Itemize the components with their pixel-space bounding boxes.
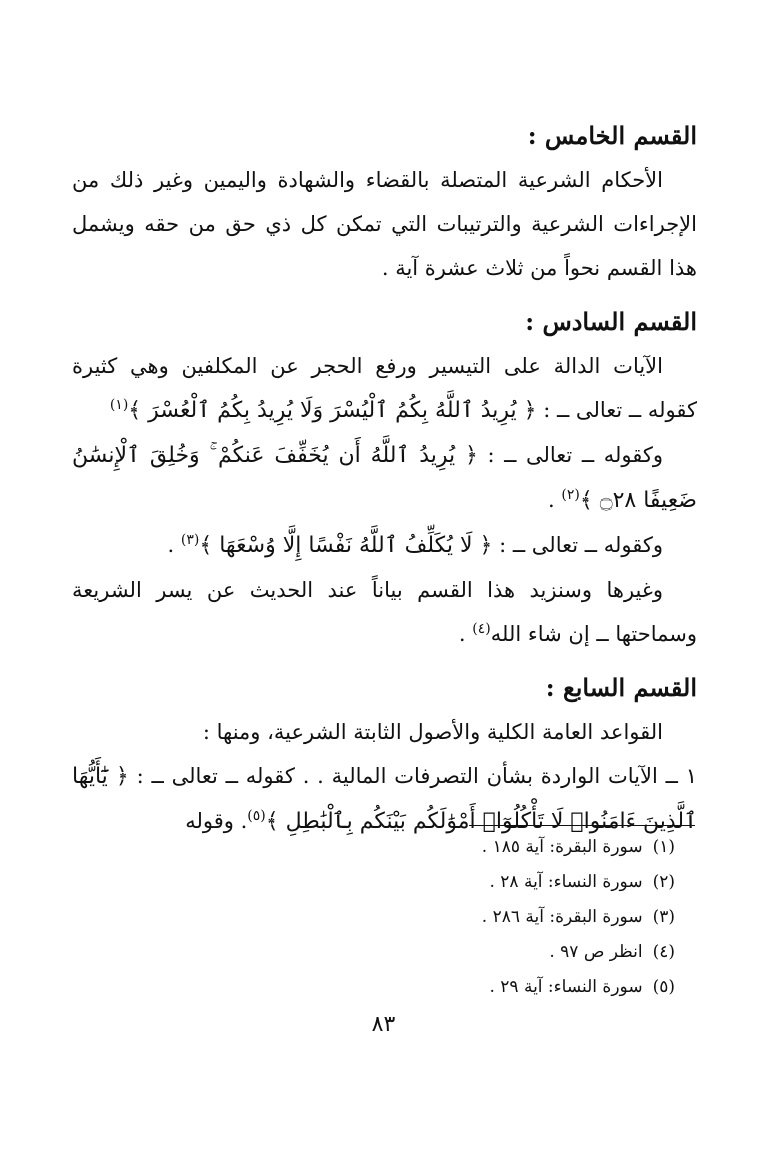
- paragraph-end: .: [167, 533, 181, 557]
- footnote-number: (٥): [652, 977, 675, 997]
- quran-verse: ﴿ يُرِيدُ ٱللَّهُ بِكُمُ ٱلْيُسْرَ وَلَا يُرِيدُ بِكُمُ ٱلْعُسْرَ ﴾: [128, 398, 537, 423]
- footnote-text: سورة البقرة: آية ٢٨٦ .: [481, 907, 643, 927]
- footnote-item: [375, 865, 675, 900]
- paragraph-text: وكقوله ــ تعالى ــ :: [492, 533, 663, 557]
- quran-verse: ﴿ لَا يُكَلِّفُ ٱللَّهُ نَفْسًا إِلَّا وُسْعَهَا ﴾: [199, 533, 493, 558]
- section-six-paragraph-1: [72, 344, 697, 433]
- footnote-text: سورة النساء: آية ٢٩ .: [489, 977, 643, 997]
- paragraph-end: .: [547, 488, 562, 512]
- footnote-number: (١): [652, 837, 675, 857]
- section-six-paragraph-4: [72, 568, 697, 656]
- quran-verse: ﴿ يَٰٓأَيُّهَا ٱلَّذِينَ ءَامَنُوا۟ لَا تَأْكُلُوٓا۟ أَمْوَٰلَكُم بَيْنَكُم بِٱلْبَٰطِلِ ﴾: [72, 764, 697, 834]
- footnote-item: [375, 935, 675, 970]
- paragraph-text: وغيرها وسنزيد هذا القسم بياناً عند الحديث عن يسر الشريعة وسماحتها ــ إن شاء الله: [72, 578, 697, 646]
- footnote-text: سورة البقرة: آية ١٨٥ .: [481, 837, 643, 857]
- footnote-number: (٢): [652, 872, 675, 892]
- page-number: ٨٣: [371, 1012, 396, 1037]
- footnotes: [375, 830, 675, 1005]
- paragraph-text: وكقوله ــ تعالى ــ :: [477, 443, 663, 467]
- footnote-divider: [469, 825, 695, 826]
- page-body: [72, 118, 697, 844]
- paragraph-end: .: [458, 622, 473, 646]
- paragraph-text: الآيات الدالة على التيسير ورفع الحجر عن المكلفين وهي كثيرة كقوله ــ تعالى ــ :: [72, 354, 697, 422]
- section-five-heading: القسم الخامس :: [527, 121, 697, 150]
- footnote-number: (٣): [652, 907, 675, 927]
- footnote-text: سورة النساء: آية ٢٨ .: [489, 872, 643, 892]
- paragraph-end: . وقوله: [185, 809, 248, 833]
- footnote-ref-1: (١): [109, 397, 129, 413]
- section-six-heading: القسم السادس :: [525, 307, 697, 336]
- footnote-ref-5: (٥): [247, 808, 266, 824]
- footnote-text: انظر ص ٩٧ .: [549, 942, 643, 962]
- section-six-paragraph-2: [72, 433, 697, 523]
- section-seven-heading: القسم السابع :: [545, 673, 697, 702]
- section-seven-paragraph-1: القواعد العامة الكلية والأصول الثابتة الشرعية، ومنها :: [202, 720, 663, 744]
- footnote-ref-3: (٣): [180, 532, 200, 548]
- quran-verse: ﴿ يُرِيدُ ٱللَّهُ أَن يُخَفِّفَ عَنكُمْ ۚ وَخُلِقَ ٱلْإِنسَٰنُ ضَعِيفًا ۝٢٨ ﴾: [72, 443, 697, 513]
- footnote-item: [375, 900, 675, 935]
- footnote-ref-4: (٤): [472, 621, 491, 637]
- footnote-item: [375, 830, 675, 865]
- section-five-paragraph: الأحكام الشرعية المتصلة بالقضاء والشهادة واليمين وغير ذلك من الإجراءات الشرعية والترتيبات التي تمكن كل ذي حق من حقه ويشمل هذا القسم نحواً من ثلاث عشرة آية .: [72, 168, 697, 280]
- section-six-paragraph-3: [72, 523, 697, 568]
- footnote-ref-2: (٢): [561, 487, 580, 503]
- footnote-number: (٤): [652, 942, 675, 962]
- paragraph-text: ١ ــ الآيات الواردة بشأن التصرفات المالية . . كقوله ــ تعالى ــ :: [128, 764, 697, 788]
- footnote-item: [375, 970, 675, 1005]
